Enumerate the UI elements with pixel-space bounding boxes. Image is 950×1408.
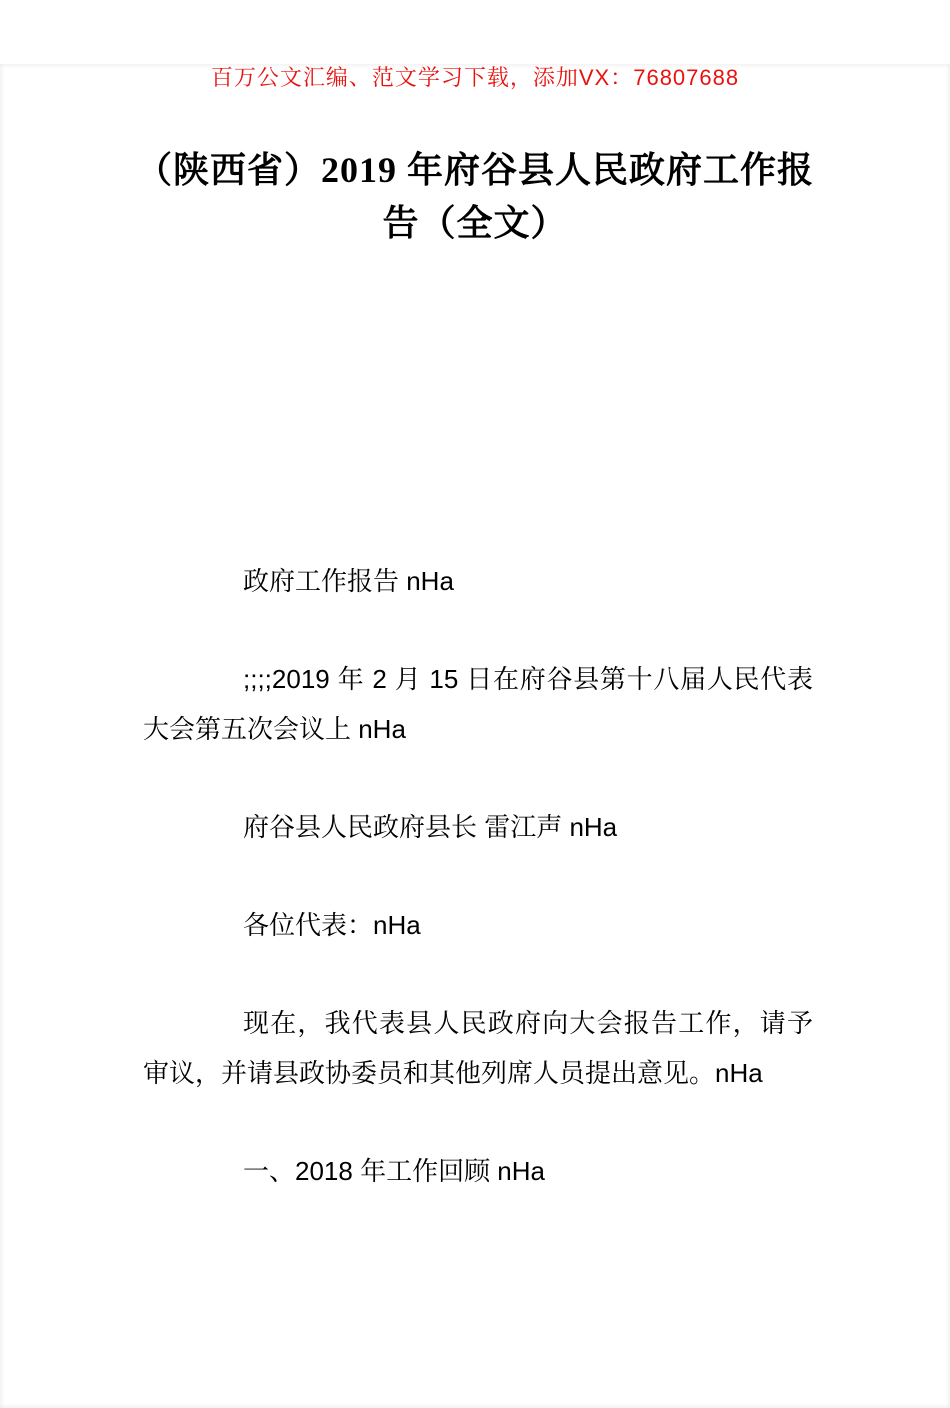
paragraph-section-one: 一、2018 年工作回顾 nHa bbox=[243, 1156, 545, 1186]
paragraph-report-heading: 政府工作报告 nHa bbox=[243, 566, 454, 596]
document-page bbox=[0, 64, 950, 1408]
paragraph-intro: 现在，我代表县人民政府向大会报告工作，请予审议，并请县政协委员和其他列席人员提出意见。nHa bbox=[143, 1008, 813, 1088]
paragraph-session-line: ;;;;2019 年 2 月 15 日在府谷县第十八届人民代表大会第五次会议上 nHa bbox=[143, 664, 813, 744]
promo-notice: 百万公文汇编、范文学习下载，添加VX：76807688 bbox=[210, 65, 740, 90]
page-title: （陕西省）2019 年府谷县人民政府工作报告（全文） bbox=[135, 150, 814, 243]
document-body bbox=[143, 556, 813, 1196]
paragraph-salutation: 各位代表：nHa bbox=[243, 910, 421, 940]
paragraph-author-line: 府谷县人民政府县长 雷江声 nHa bbox=[243, 812, 618, 842]
